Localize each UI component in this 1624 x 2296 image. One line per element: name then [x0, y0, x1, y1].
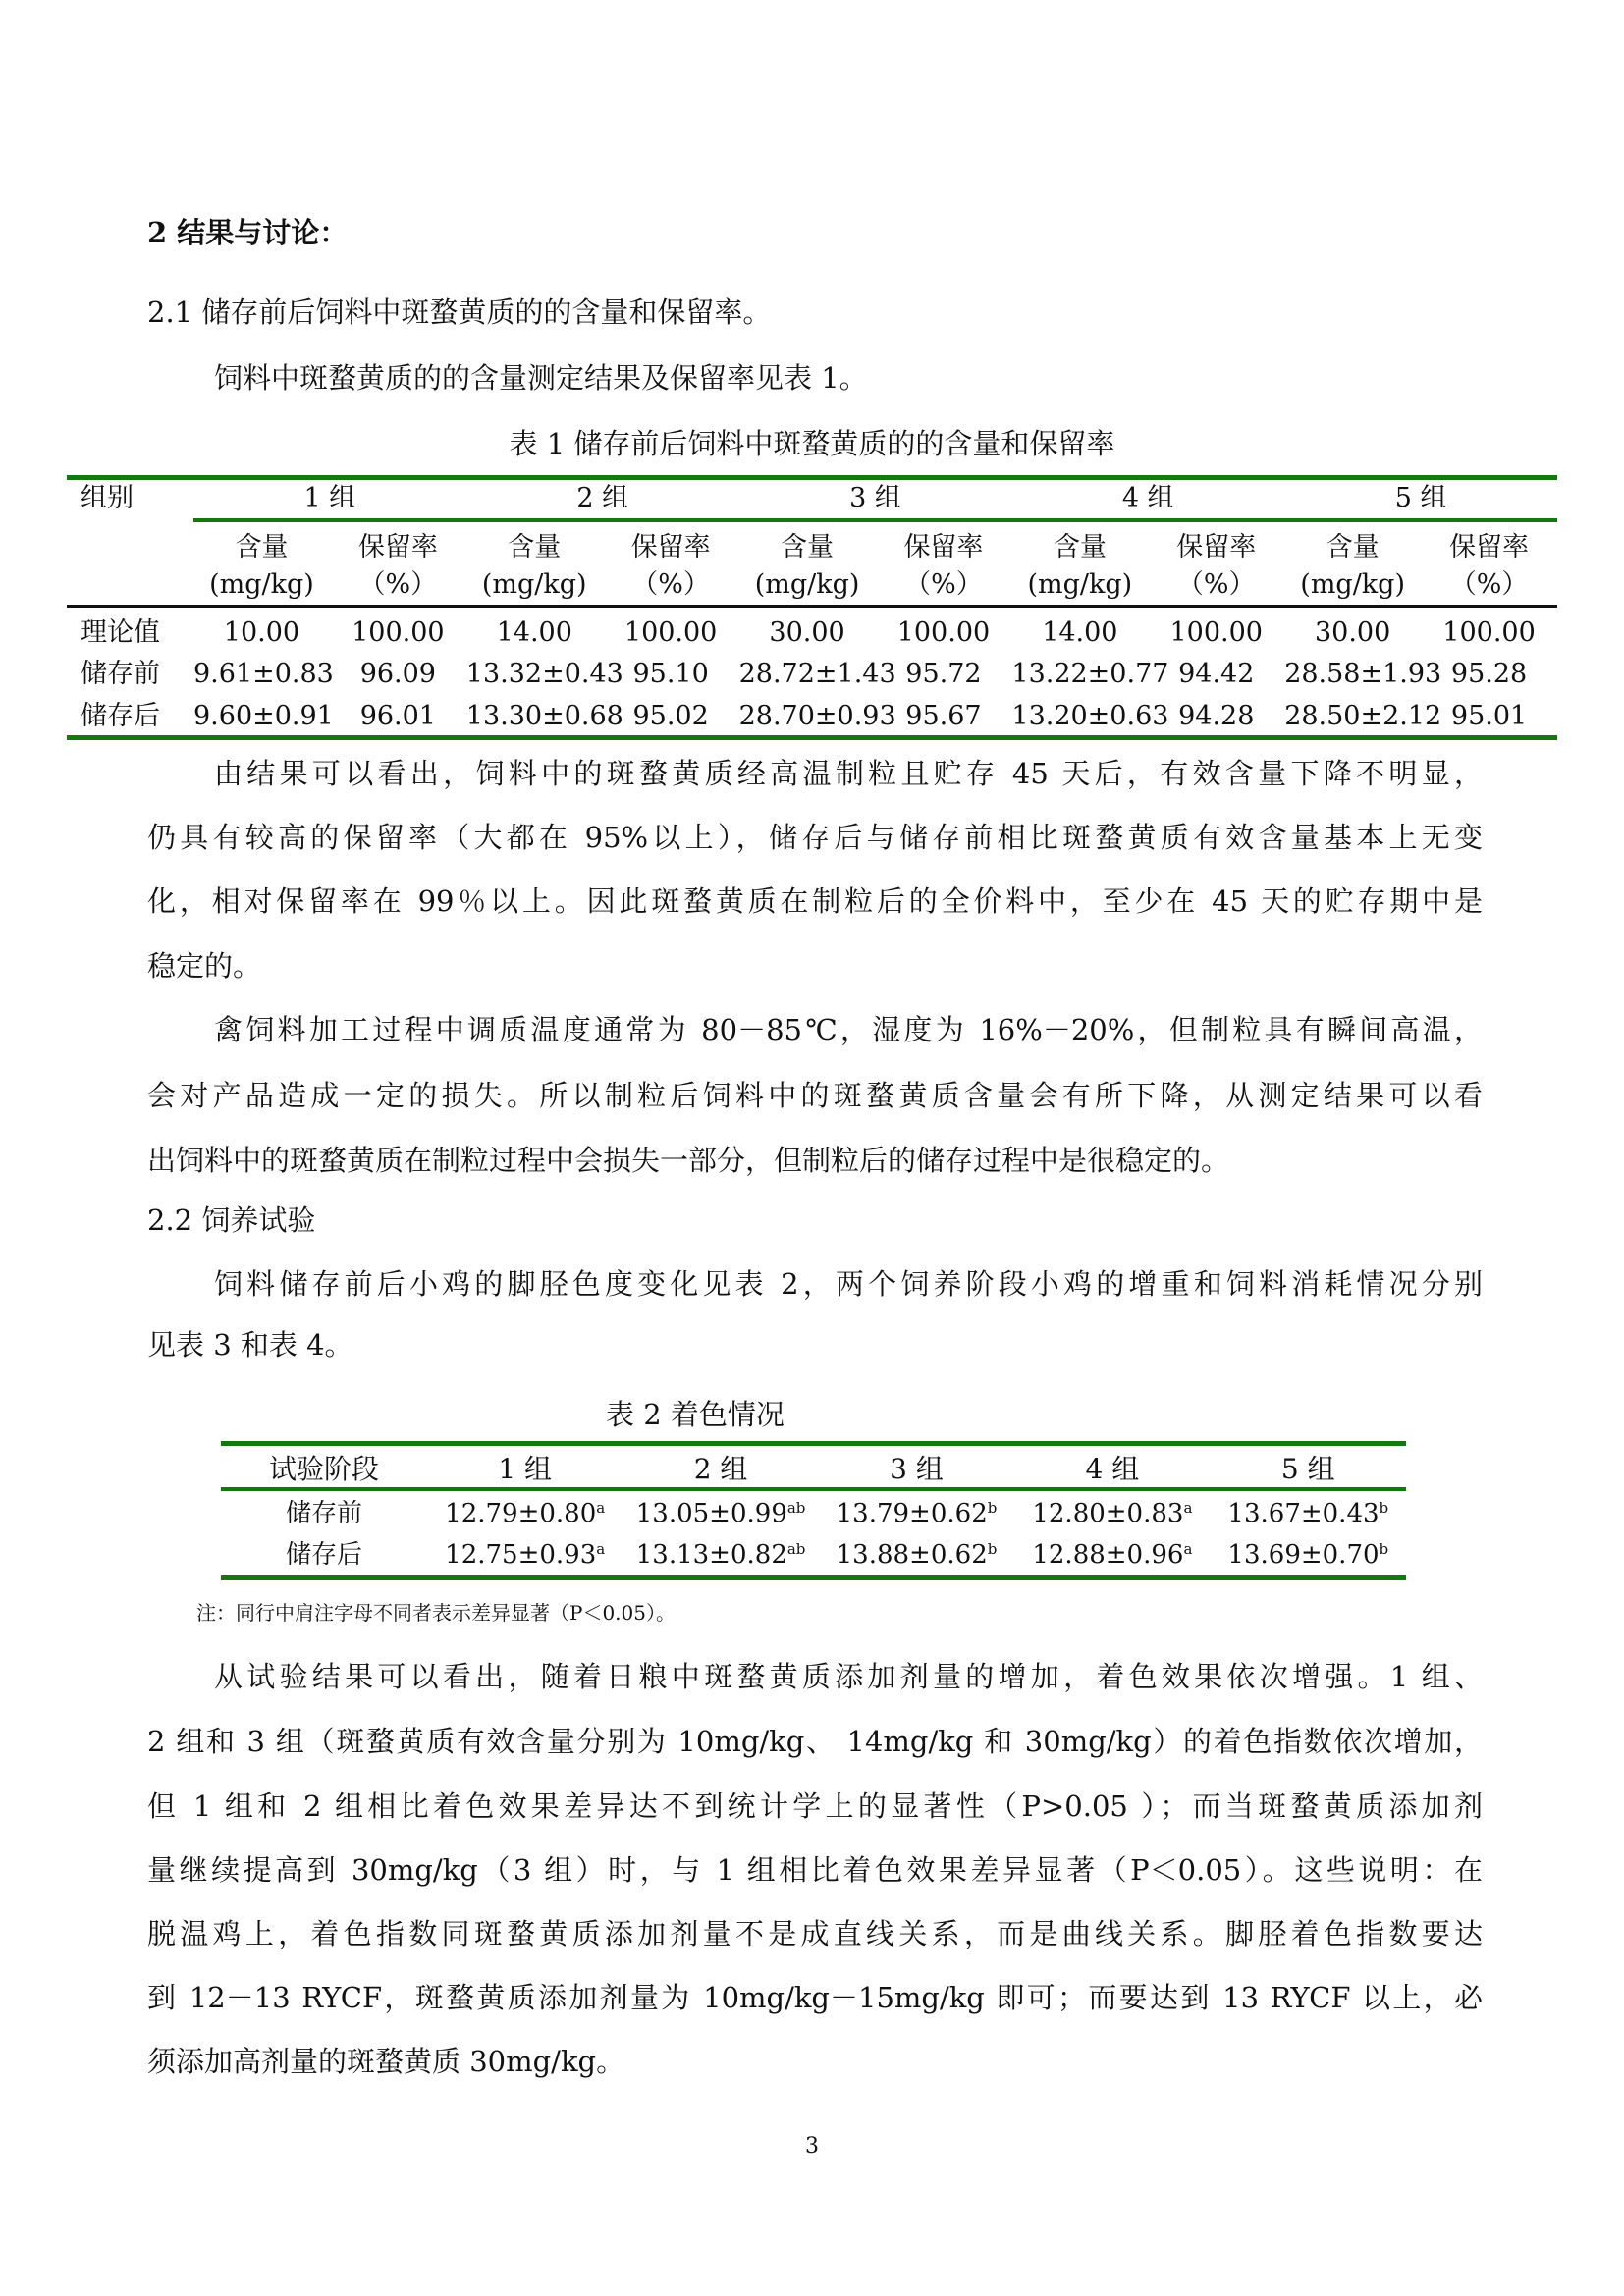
table2-cell: [623, 1497, 818, 1530]
table2-cell-significance-letter: a: [1183, 1540, 1193, 1558]
feeding-paragraph-line: 饲料储存前后小鸡的脚胫色度变化见表 2，两个饲养阶段小鸡的增重和饲料消耗情况分别: [214, 1267, 1483, 1301]
table1-cell: 94.28: [1178, 701, 1255, 731]
intro-paragraph: 饲料中斑蝥黄质的的含量测定结果及保留率见表 1。: [214, 361, 868, 395]
table2-cell-value: 13.69±0.70: [1227, 1540, 1380, 1570]
discussion-paragraph-line: 但 1 组和 2 组相比着色效果差异达不到统计学上的显著性（P>0.05 ）；而当斑蝥黄质添加剂: [147, 1789, 1483, 1823]
table1-content-subheader: 含量: [1053, 532, 1107, 562]
table2-cell-significance-letter: b: [987, 1540, 998, 1558]
table1-cell: 13.32±0.43: [465, 659, 623, 689]
process-paragraph-line: 出饲料中的斑蝥黄质在制粒过程中会损失一部分，但制粒后的储存过程中是很稳定的。: [147, 1144, 1230, 1177]
table1: [0, 0, 1624, 785]
table1-group-header: 5 组: [1394, 483, 1447, 513]
table2-cell-value: 12.75±0.93: [445, 1540, 597, 1570]
results-paragraph-line: 化，相对保留率在 99％以上。因此斑蝥黄质在制粒后的全价料中，至少在 45 天的贮存期中是: [147, 884, 1483, 918]
table2-group-header: 5 组: [1280, 1453, 1335, 1485]
table2-cell-significance-letter: b: [1379, 1540, 1389, 1558]
table1-cell: 28.50±2.12: [1284, 701, 1442, 731]
table1-retention-subheader: 保留率: [1176, 532, 1257, 562]
table1-cell: 95.67: [905, 701, 982, 731]
table1-retention-subheader: （%）: [1449, 569, 1529, 600]
table2-cell: [427, 1538, 623, 1572]
table2-cell-significance-letter: ab: [786, 1499, 806, 1517]
table2-cell-significance-letter: ab: [786, 1540, 806, 1558]
table1-cell: 95.02: [632, 701, 709, 731]
table1-content-subheader: (mg/kg): [1027, 569, 1133, 600]
table1-group-header: 2 组: [576, 483, 629, 513]
table1-cell: 30.00: [769, 617, 845, 648]
table1-retention-subheader: 保留率: [1449, 532, 1530, 562]
table2-group-header: 2 组: [693, 1453, 748, 1485]
table1-retention-subheader: 保留率: [357, 532, 438, 562]
table2-group-header: 3 组: [890, 1453, 944, 1485]
table1-cell: 94.42: [1178, 659, 1255, 689]
table1-group-header: 1 组: [303, 483, 356, 513]
table2-cell-value: 12.88±0.96: [1032, 1540, 1184, 1570]
table2-cell: [1014, 1497, 1210, 1530]
table1-row-label: 储存前: [81, 659, 160, 689]
table2-cell: [819, 1497, 1014, 1530]
table1-cell: 28.70±0.93: [738, 701, 896, 731]
discussion-paragraph-line: 从试验结果可以看出，随着日粮中斑蝥黄质添加剂量的增加，着色效果依次增强。1 组、: [214, 1660, 1483, 1693]
table1-cell: 96.01: [359, 701, 436, 731]
table1-row-label: 储存后: [81, 701, 160, 731]
table2-cell-significance-letter: a: [1183, 1499, 1193, 1517]
results-paragraph-line: 由结果可以看出，饲料中的斑蝥黄质经高温制粒且贮存 45 天后，有效含量下降不明显，: [214, 757, 1483, 790]
table2-caption: 表 2 着色情况: [606, 1398, 785, 1431]
table2-note: 注：同行中肩注字母不同者表示差异显著（P＜0.05）。: [196, 1601, 676, 1625]
page-number: 3: [805, 2134, 819, 2159]
discussion-paragraph-line: 须添加高剂量的斑蝥黄质 30mg/kg。: [147, 2045, 625, 2078]
discussion-paragraph-line: 量继续提高到 30mg/kg（3 组）时，与 1 组相比着色效果差异显著（P＜0.05）。这些说明：在: [147, 1853, 1483, 1887]
table1-cell: 9.61±0.83: [193, 659, 334, 689]
table2-cell-value: 13.13±0.82: [635, 1540, 787, 1570]
discussion-paragraph-line: 2 组和 3 组（斑蝥黄质有效含量分别为 10mg/kg、 14mg/kg 和 30mg/kg）的着色指数依次增加，: [147, 1725, 1483, 1758]
table1-retention-subheader: （%）: [904, 569, 983, 600]
feeding-paragraph-line: 见表 3 和表 4。: [147, 1328, 353, 1362]
results-paragraph-line: 仍具有较高的保留率（大都在 95%以上），储存后与储存前相比斑蝥黄质有效含量基本上无变: [147, 821, 1483, 854]
table1-group-rule: [193, 518, 1557, 522]
table1-cell: 100.00: [1169, 617, 1263, 648]
table2-cell-significance-letter: a: [596, 1540, 606, 1558]
table2-cell-value: 12.79±0.80: [445, 1499, 597, 1528]
table1-cell: 96.09: [359, 659, 436, 689]
table1-content-subheader: 含量: [1326, 532, 1380, 562]
table1-cell: 100.00: [352, 617, 445, 648]
table1-content-subheader: (mg/kg): [209, 569, 314, 600]
table2-group-header: 1 组: [498, 1453, 553, 1485]
table1-retention-subheader: 保留率: [630, 532, 711, 562]
table2-row-label: 储存后: [285, 1540, 362, 1570]
table1-cell: 100.00: [623, 617, 718, 648]
table2-cell-significance-letter: b: [987, 1499, 998, 1517]
table2-cell: [1014, 1538, 1210, 1572]
table1-cell: 14.00: [496, 617, 572, 648]
table1-caption: 表 1 储存前后饲料中斑蝥黄质的的含量和保留率: [509, 427, 1115, 460]
table1-cell: 30.00: [1314, 617, 1391, 648]
table1-cell: 13.22±0.77: [1011, 659, 1169, 689]
table1-group-header: 3 组: [849, 483, 901, 513]
table2-cell-value: 13.88±0.62: [836, 1540, 988, 1570]
table2-cell-significance-letter: b: [1379, 1499, 1389, 1517]
table1-content-subheader: 含量: [235, 532, 289, 562]
table1-cell: 95.10: [632, 659, 709, 689]
table1-cell: 95.01: [1450, 701, 1528, 731]
table2-cell: [623, 1538, 818, 1572]
table2-cell: [1211, 1538, 1406, 1572]
table1-group-header: 4 组: [1121, 483, 1174, 513]
table2-row-label: 储存前: [285, 1499, 362, 1528]
table1-cell: 9.60±0.91: [193, 701, 334, 731]
table1-content-subheader: (mg/kg): [481, 569, 587, 600]
discussion-paragraph-line: 到 12－13 RYCF，斑蝥黄质添加剂量为 10mg/kg－15mg/kg 即可；而要达到 13 RYCF 以上，必: [147, 1981, 1483, 2014]
results-paragraph-line: 稳定的。: [147, 949, 262, 983]
table1-retention-subheader: 保留率: [903, 532, 984, 562]
table2-cell-value: 13.05±0.99: [635, 1499, 787, 1528]
table1-bottom-rule: [67, 735, 1557, 740]
table1-retention-subheader: （%）: [1176, 569, 1256, 600]
table1-content-subheader: (mg/kg): [1300, 569, 1405, 600]
table2-cell-value: 13.79±0.62: [836, 1499, 988, 1528]
table2-top-rule: [221, 1441, 1406, 1446]
table1-cell: 95.72: [905, 659, 982, 689]
table2-cell-value: 12.80±0.83: [1032, 1499, 1184, 1528]
section-heading: 2 结果与讨论：: [147, 216, 349, 249]
table1-content-subheader: (mg/kg): [754, 569, 860, 600]
table1-content-subheader: 含量: [781, 532, 835, 562]
subsection-heading-2-2: 2.2 饲养试验: [147, 1203, 316, 1237]
table1-cell: 14.00: [1042, 617, 1118, 648]
table2-bottom-rule: [221, 1575, 1406, 1580]
table1-retention-subheader: （%）: [631, 569, 710, 600]
process-paragraph-line: 禽饲料加工过程中调质温度通常为 80－85℃，湿度为 16%－20%，但制粒具有瞬间高温，: [214, 1013, 1483, 1046]
table2-cell-significance-letter: a: [596, 1499, 606, 1517]
table2-cell: [1211, 1497, 1406, 1530]
table1-content-subheader: 含量: [508, 532, 562, 562]
table1-cell: 100.00: [1442, 617, 1536, 648]
subsection-heading-2-1: 2.1 储存前后饲料中斑蝥黄质的的含量和保留率。: [147, 295, 772, 329]
table1-cell: 28.58±1.93: [1284, 659, 1442, 689]
table1-cell: 10.00: [223, 617, 300, 648]
table2-header-rule: [221, 1487, 1406, 1491]
table2-cell-value: 13.67±0.43: [1227, 1499, 1380, 1528]
table1-cell: 28.72±1.43: [738, 659, 896, 689]
table1-row-header-label: 组别: [81, 483, 134, 513]
discussion-paragraph-line: 脱温鸡上，着色指数同斑蝥黄质添加剂量不是成直线关系，而是曲线关系。脚胫着色指数要达: [147, 1917, 1483, 1950]
table2-group-header: 4 组: [1085, 1453, 1140, 1485]
table1-header-rule: [67, 605, 1557, 608]
table1-retention-subheader: （%）: [358, 569, 438, 600]
table2-row-header-label: 试验阶段: [268, 1453, 379, 1485]
table2-cell: [427, 1497, 623, 1530]
table1-row-label: 理论值: [81, 617, 160, 648]
table1-cell: 13.20±0.63: [1011, 701, 1169, 731]
table1-cell: 100.00: [896, 617, 991, 648]
process-paragraph-line: 会对产品造成一定的损失。所以制粒后饲料中的斑蝥黄质含量会有所下降，从测定结果可以看: [147, 1079, 1483, 1112]
table1-top-rule: [67, 475, 1557, 480]
table1-cell: 95.28: [1450, 659, 1528, 689]
table1-cell: 13.30±0.68: [465, 701, 623, 731]
table2-cell: [819, 1538, 1014, 1572]
